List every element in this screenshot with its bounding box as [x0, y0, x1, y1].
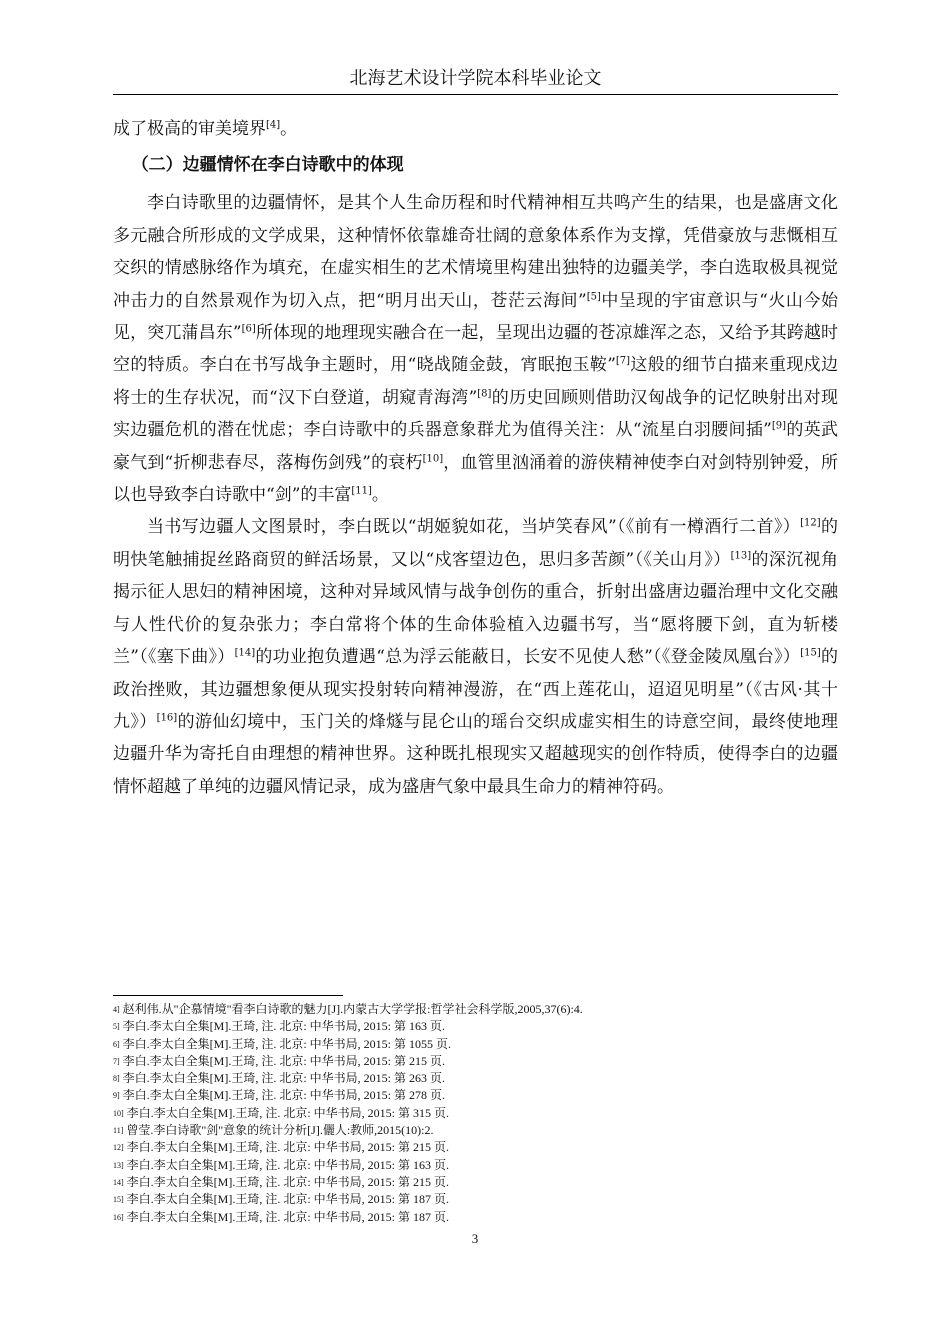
page-header: [113, 66, 838, 95]
citation-ref: [13]: [730, 550, 752, 562]
footnote-number: 8]: [113, 1074, 120, 1084]
footnote-text: 李白.李太白全集[M].王琦, 注. 北京: 中华书局, 2015: 第 163 页.: [122, 1019, 446, 1034]
paragraph-text: 李白诗歌里的边疆情怀，是其个人生命历程和时代精神相互共鸣产生的结果，也是盛唐文化多元融合所形成的文学成果，这种情怀依靠雄奇壮阔的意象体系作为支撑，凭借豪放与悲慨相互交织的情感脉络作为填充，在虚实相生的艺术情境里构建出独特的边疆美学，李白选取极具视觉冲击力的自然景观作为切入点，把“明月出天山，苍茫云海间”: [113, 193, 838, 311]
footnote-text: 李白.李太白全集[M].王琦, 注. 北京: 中华书局, 2015: 第 278 页.: [122, 1088, 446, 1103]
page-number: 3: [471, 1231, 479, 1246]
footnote: [113, 1139, 838, 1156]
footnote: [113, 1087, 838, 1104]
footnotes: [113, 1001, 838, 1226]
paragraph-text: 当书写边疆人文图景时，李白既以“胡姬貌如花，当垆笑春风”（《前有一樽酒行二首》）: [147, 517, 801, 538]
citation-ref: [5]: [586, 290, 601, 302]
footnote-text: 李白.李太白全集[M].王琦, 注. 北京: 中华书局, 2015: 第 1055 页.: [122, 1036, 452, 1051]
paragraph-text: 。: [371, 485, 389, 506]
citation-ref: [11]: [351, 485, 372, 497]
paragraph-text: 的英武豪气到“折柳悲春尽，落梅伤剑残”的衰朽: [113, 420, 838, 473]
footnote: [113, 1174, 838, 1191]
paragraph-end: 。: [280, 119, 298, 139]
citation-ref: [15]: [800, 647, 821, 659]
header-title: 北海艺术设计学院本科毕业论文: [349, 68, 602, 89]
paragraph: [113, 511, 838, 803]
citation-ref: [12]: [800, 517, 821, 529]
paragraph-text: 这般的细节白描来重现戍边将士的生存状况，而“汉下白登道，胡窥青海湾”: [113, 355, 838, 408]
footnote-number: 11]: [113, 1126, 124, 1136]
footnote: [113, 1157, 838, 1174]
paragraph-text: 的明快笔触捕捉丝路商贸的鲜活场景，又以“戍客望边色，思归多苦颜”（《关山月》）: [113, 517, 838, 570]
footnote-text: 赵利伟.从"企慕情境"看李白诗歌的魅力[J].内蒙古大学学报:哲学社会科学版,2005,37(6):4.: [122, 1002, 583, 1016]
footnote: [113, 1001, 838, 1018]
footnote-text: 李白.李太白全集[M].王琦, 注. 北京: 中华书局, 2015: 第 315 页.: [126, 1105, 450, 1120]
paragraph-text: 的游仙幻境中，玉门关的烽燧与昆仑山的瑶台交织成虚实相生的诗意空间，最终使地理边疆升华为寄托自由理想的精神世界。这种既扎根现实又超越现实的创作特质，使得李白的边疆情怀超越了单纯的边疆风情记录，成为盛唐气象中最具生命力的精神符码。: [113, 711, 839, 797]
section-heading: （二）边疆情怀在李白诗歌中的体现: [131, 155, 404, 176]
footnote-text: 李白.李太白全集[M].王琦, 注. 北京: 中华书局, 2015: 第 215 页.: [126, 1140, 450, 1155]
footnote: [113, 1191, 838, 1208]
citation-ref: [6]: [241, 323, 256, 335]
paragraph: [113, 187, 838, 511]
citation-ref: [10]: [422, 453, 444, 464]
footnote-separator: [113, 995, 343, 996]
footnote-number: 4]: [113, 1005, 120, 1014]
citation-ref: [14]: [234, 647, 256, 659]
footnote: [113, 1070, 838, 1087]
footnote-text: 李白.李太白全集[M].王琦, 注. 北京: 中华书局, 2015: 第 215 页.: [126, 1174, 450, 1189]
footnote-text: 李白.李太白全集[M].王琦, 注. 北京: 中华书局, 2015: 第 263 页.: [122, 1071, 446, 1086]
footnote: [113, 1105, 838, 1122]
paragraph-text: 所体现的地理现实融合在一起，呈现出边疆的苍凉雄浑之态，又给予其跨越时空的特质。李白在书写战争主题时，用“晓战随金鼓，宵眠抱玉鞍”: [113, 323, 838, 376]
paragraph-text: 中呈现的宇宙意识与“火山今始见，突兀蒲昌东”: [113, 290, 838, 344]
footnote-number: 14]: [113, 1177, 124, 1187]
footnote-text: 李白.李太白全集[M].王琦, 注. 北京: 中华书局, 2015: 第 215 页.: [122, 1053, 446, 1068]
footnote-text: 李白.李太白全集[M].王琦, 注. 北京: 中华书局, 2015: 第 163 页.: [126, 1157, 450, 1172]
footnote-text: 曾莹.李白诗歌"剑"意象的统计分析[J].儷人:教师,2015(10):2.: [126, 1123, 434, 1138]
footnote: [113, 1018, 838, 1035]
paragraph-text: ，血管里汹涌着的游侠精神使李白对剑特别钟爱，所以也导致李白诗歌中“剑”的丰富: [113, 452, 839, 506]
footnote-number: 16]: [113, 1212, 124, 1222]
footnote-text: 李白.李太白全集[M].王琦, 注. 北京: 中华书局, 2015: 第 187 页.: [126, 1209, 450, 1224]
footnote-number: 10]: [113, 1108, 124, 1118]
body-text: [113, 113, 838, 803]
footnote-number: 9]: [113, 1091, 120, 1101]
footnote: [113, 1036, 838, 1053]
footnote: [113, 1053, 838, 1070]
citation-ref: [9]: [771, 420, 787, 432]
footnote-number: 13]: [113, 1160, 124, 1170]
citation-ref: [16]: [156, 712, 178, 724]
citation-ref: [4]: [266, 119, 281, 131]
citation-ref: [7]: [615, 355, 631, 367]
footnote-number: 7]: [113, 1056, 120, 1066]
footnote-number: 6]: [113, 1039, 120, 1049]
paragraph-text: 成了极高的审美境界: [113, 119, 266, 139]
citation-ref: [8]: [477, 388, 492, 400]
footnote: [113, 1209, 838, 1226]
paragraph-continuation: [113, 113, 838, 145]
footnote: [113, 1122, 838, 1139]
footnote-number: 12]: [113, 1143, 124, 1153]
paragraph-text: 的深沉视角揭示征人思妇的精神困境，这种对异域风情与战争创伤的重合，折射出盛唐边疆治理中文化交融与人性代价的复杂张力；李白常将个体的生命体验植入边疆书写，当“愿将腰下剑，直为斩楼兰”（《塞下曲》）: [113, 549, 838, 668]
footnote-number: 15]: [113, 1195, 124, 1205]
paragraph-text: 的历史回顾则借助汉匈战争的记忆映射出对现实边疆危机的潜在忧虑；李白诗歌中的兵器意象群尤为值得关注：从“流星白羽腰间插”: [113, 387, 838, 441]
paragraph-text: 的功业抱负遭遇“总为浮云能蔽日，长安不见使人愁”（《登金陵凤凰台》）: [255, 647, 801, 668]
footnote-number: 5]: [113, 1022, 120, 1032]
paragraph-text: 的政治挫败，其边疆想象便从现实投射转向精神漫游，在“西上莲花山，迢迢见明星”（《古风·其十九》）: [113, 647, 838, 732]
footnote-text: 李白.李太白全集[M].王琦, 注. 北京: 中华书局, 2015: 第 187 页.: [126, 1192, 450, 1207]
